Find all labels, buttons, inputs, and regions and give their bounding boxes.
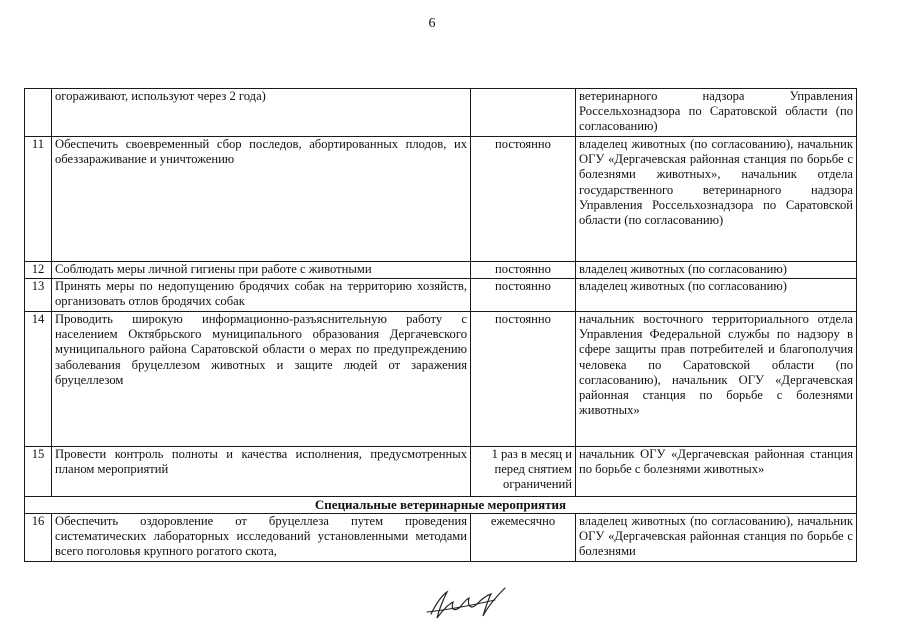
- measure-text: Обеспечить оздоровление от бруцеллеза путем проведения систематических лабораторных исследований установленными методами всего поголовья крупного рогатого скота,: [52, 514, 471, 562]
- measure-text: Обеспечить своевременный сбор последов, абортированных плодов, их обеззараживание и уничтожению: [52, 137, 471, 262]
- measure-text: Соблюдать меры личной гигиены при работе с животными: [52, 262, 471, 279]
- row-number: 13: [25, 279, 52, 312]
- measure-text: огораживают, используют через 2 года): [52, 89, 471, 137]
- measures-table: [24, 88, 857, 562]
- measure-term: 1 раз в месяц и перед снятием ограничений: [471, 447, 576, 497]
- measure-responsible: владелец животных (по согласованию), начальник ОГУ «Дергачевская районная станция по борьбе с болезнями: [576, 514, 857, 562]
- measure-responsible: ветеринарного надзора Управления Россельхознадзора по Саратовской области (по согласованию): [576, 89, 857, 137]
- measure-text: Проводить широкую информационно-разъяснительную работу с населением Октябрьского муниципального образования Дергачевского муниципального района Саратовской области о мерах по предупреждению заболевания бруцеллезом животных и защите людей от заражения бруцеллезом: [52, 312, 471, 447]
- row-number: 16: [25, 514, 52, 562]
- row-number: 12: [25, 262, 52, 279]
- row-number: 14: [25, 312, 52, 447]
- section-row: [25, 497, 857, 514]
- row-number: 15: [25, 447, 52, 497]
- measure-text: Провести контроль полноты и качества исполнения, предусмотренных планом мероприятий: [52, 447, 471, 497]
- measure-responsible: владелец животных (по согласованию): [576, 279, 857, 312]
- measure-responsible: начальник ОГУ «Дергачевская районная станция по борьбе с болезнями животных»: [576, 447, 857, 497]
- measure-responsible: владелец животных (по согласованию): [576, 262, 857, 279]
- table-row: [25, 137, 857, 262]
- measure-text: Принять меры по недопущению бродячих собак на территорию хозяйств, организовать отлов бродячих собак: [52, 279, 471, 312]
- page-number: 6: [428, 16, 436, 31]
- measure-term: [471, 89, 576, 137]
- measure-responsible: начальник восточного территориального отдела Управления Федеральной службы по надзору в сфере защиты прав потребителей и благополучия человека по Саратовской области (по согласованию), начальник ОГУ «Дергачевская районная станция по борьбе с болезнями животных»: [576, 312, 857, 447]
- measure-responsible: владелец животных (по согласованию), начальник ОГУ «Дергачевская районная станция по борьбе с болезнями животных», начальник отдела государственного ветеринарного надзора Управления Россельхознадзора по Саратовской области (по согласованию): [576, 137, 857, 262]
- row-number: 11: [25, 137, 52, 262]
- measure-term: ежемесячно: [471, 514, 576, 562]
- measure-term: постоянно: [471, 279, 576, 312]
- measure-term: постоянно: [471, 137, 576, 262]
- table-row: [25, 279, 857, 312]
- row-number: [25, 89, 52, 137]
- table-row: [25, 514, 857, 562]
- table-row: [25, 262, 857, 279]
- measure-term: постоянно: [471, 312, 576, 447]
- table-row: [25, 447, 857, 497]
- table-row: [25, 312, 857, 447]
- measure-term: постоянно: [471, 262, 576, 279]
- handwritten-signature: [425, 584, 517, 624]
- section-title: Специальные ветеринарные мероприятия: [25, 497, 857, 514]
- table-row: [25, 89, 857, 137]
